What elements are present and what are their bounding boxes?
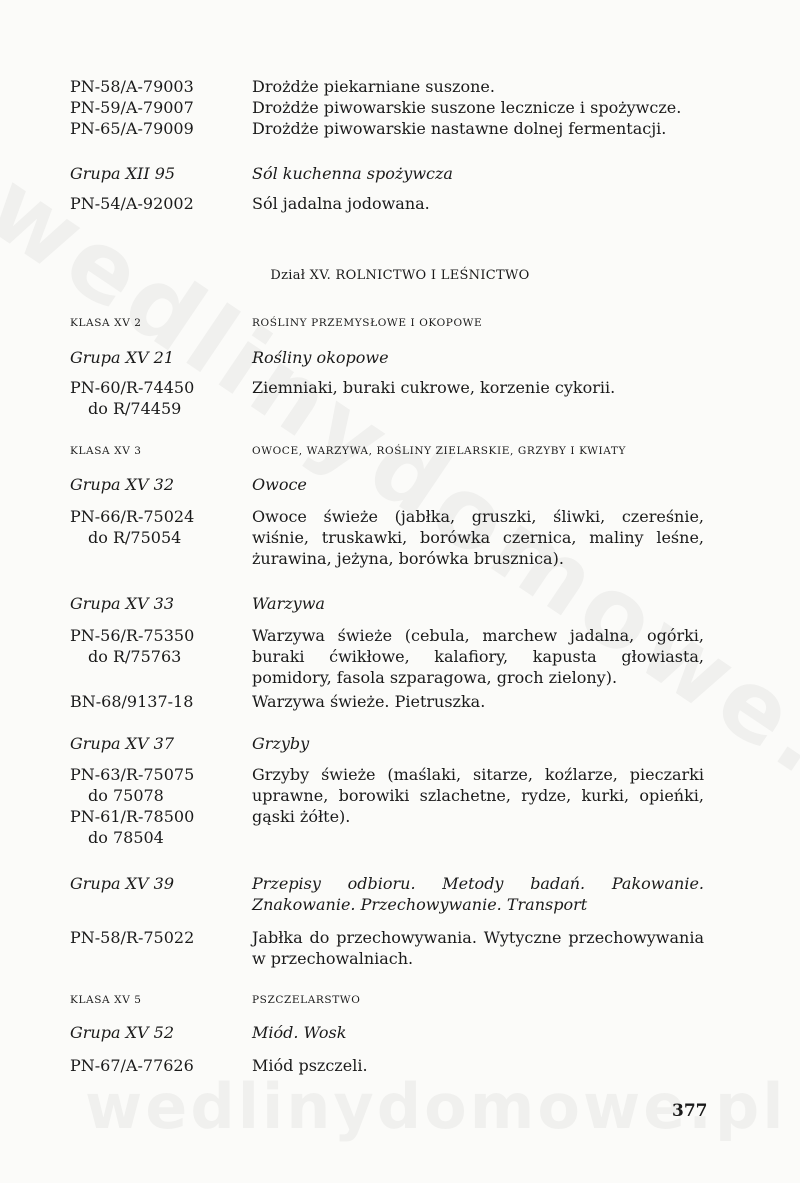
group-code: Grupa XV 39 [70, 874, 174, 893]
section-prefix: Dział XV. [270, 268, 332, 283]
entry-text: Ziemniaki, buraki cukrowe, korzenie cykorii. [252, 378, 616, 397]
group-title: Miód. Wosk [252, 1023, 347, 1042]
group-title: Owoce [252, 475, 307, 494]
group-title: Warzywa [252, 594, 325, 613]
section-heading [0, 268, 800, 283]
standard-code: PN-58/A-79003 [70, 77, 194, 96]
entry-text: Warzywa świeże (cebula, marchew jadalna, ogórki, buraki ćwikłowe, kalafiory, kapusta głowiasta, pomidory, fasola szparagowa, groch zielony). [252, 626, 704, 687]
standard-code-range: do 78504 [88, 828, 164, 847]
group-title: Przepisy odbioru. Metody badań. Pakowanie. Znakowanie. Przechowywanie. Transport [252, 874, 704, 914]
group-code: Grupa XV 21 [70, 348, 174, 367]
standard-code: PN-58/R-75022 [70, 928, 195, 947]
standard-code: PN-54/A-92002 [70, 194, 194, 213]
page-number: 377 [672, 1101, 708, 1121]
standard-code [70, 506, 250, 548]
group-code: Grupa XII 95 [70, 164, 176, 183]
standard-code [70, 625, 250, 667]
group-code: Grupa XV 37 [70, 734, 174, 753]
class-title: OWOCE, WARZYWA, ROŚLINY ZIELARSKIE, GRZYBY I KWIATY [252, 445, 627, 457]
standard-code-line: PN-61/R-78500 [70, 807, 195, 826]
standard-code-line: PN-66/R-75024 [70, 507, 195, 526]
entry-text: Grzyby świeże (maślaki, sitarze, koźlarze, pieczarki uprawne, borowiki szlachetne, rydze, kurki, opieńki, gąski żółte). [252, 765, 704, 826]
class-title: PSZCZELARSTWO [252, 994, 361, 1006]
standard-code-line: PN-60/R-74450 [70, 378, 195, 397]
entry-text: Drożdże piwowarskie suszone lecznicze i spożywcze. [252, 98, 682, 117]
entry-text: Owoce świeże (jabłka, gruszki, śliwki, czereśnie, wiśnie, truskawki, borówka czernica, maliny leśne, żurawina, jeżyna, borówka brusznica). [252, 507, 704, 568]
standard-code-range: do R/74459 [88, 399, 182, 418]
group-code: Grupa XV 32 [70, 475, 174, 494]
entry-text: Miód pszczeli. [252, 1056, 368, 1075]
standard-code [70, 764, 250, 848]
standard-code-range: do R/75763 [88, 647, 182, 666]
class-title: ROŚLINY PRZEMYSŁOWE I OKOPOWE [252, 317, 483, 329]
group-title: Sól kuchenna spożywcza [252, 164, 453, 183]
entry-text: Jabłka do przechowywania. Wytyczne przechowywania w przechowalniach. [252, 928, 704, 968]
standard-code-line: PN-63/R-75075 [70, 765, 195, 784]
standard-code: PN-65/A-79009 [70, 119, 194, 138]
section-title: ROLNICTWO I LEŚNICTWO [335, 268, 530, 283]
standard-code [70, 377, 250, 419]
class-code: KLASA XV 3 [70, 445, 142, 457]
standard-code: BN-68/9137-18 [70, 692, 194, 711]
group-title: Grzyby [252, 734, 310, 753]
standard-code-line: PN-56/R-75350 [70, 626, 195, 645]
group-title: Rośliny okopowe [252, 348, 389, 367]
entry-text: Warzywa świeże. Pietruszka. [252, 692, 486, 711]
group-code: Grupa XV 52 [70, 1023, 174, 1042]
standard-code: PN-59/A-79007 [70, 98, 194, 117]
class-code: KLASA XV 2 [70, 317, 142, 329]
standard-code: PN-67/A-77626 [70, 1056, 194, 1075]
entry-text: Drożdże piekarniane suszone. [252, 77, 495, 96]
class-code: KLASA XV 5 [70, 994, 142, 1006]
entry-text: Sól jadalna jodowana. [252, 194, 430, 213]
group-code: Grupa XV 33 [70, 594, 174, 613]
entry-text: Drożdże piwowarskie nastawne dolnej fermentacji. [252, 119, 667, 138]
standard-code-range: do 75078 [88, 786, 164, 805]
standard-code-range: do R/75054 [88, 528, 182, 547]
